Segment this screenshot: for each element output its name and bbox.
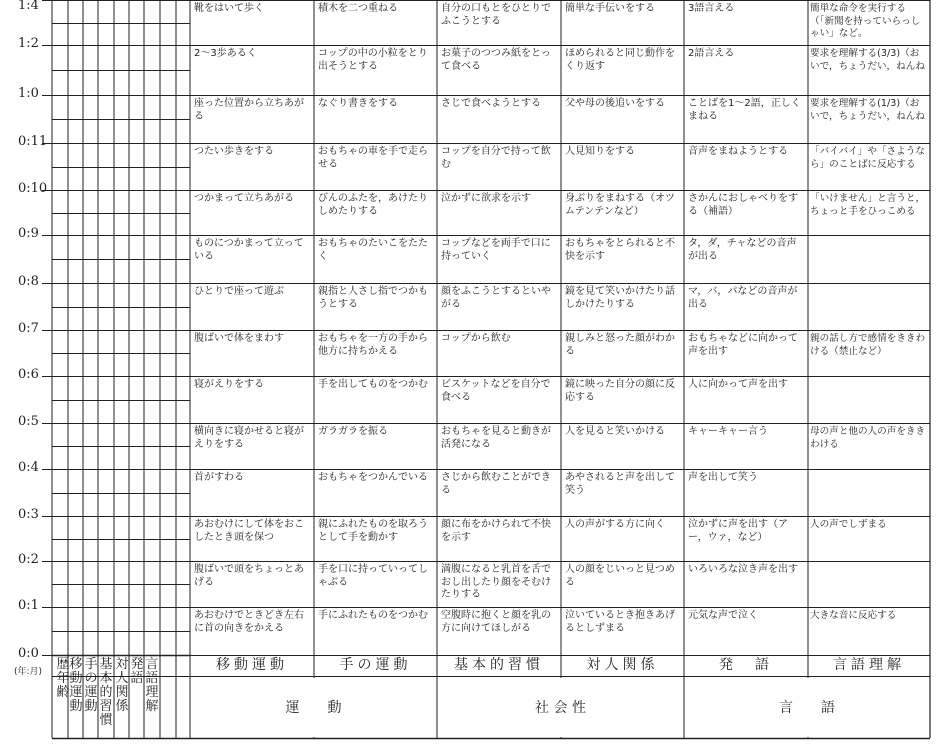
item-cell-hand: 積木を二つ重ねる xyxy=(318,3,398,14)
group-header-motor: 運 動 xyxy=(285,700,342,716)
item-cell-hand: 手にふれたものをつかむ xyxy=(318,610,428,621)
item-cell-basic-habit: おもちゃを見ると動きが活発になる xyxy=(441,426,551,450)
vertical-header: 発語 xyxy=(130,657,144,686)
item-cell-social: おもちゃをとられると不快を示す xyxy=(565,238,675,262)
age-label: 0:8 xyxy=(18,274,39,289)
age-label: 0:10 xyxy=(18,181,48,196)
item-cell-basic-habit: コップを自分で持って飲む xyxy=(441,146,551,170)
age-label: 0:6 xyxy=(18,367,39,382)
age-label: 0:9 xyxy=(18,226,39,241)
item-cell-social: 人の顔をじいっと見つめる xyxy=(565,564,675,588)
age-label: 1:0 xyxy=(18,86,39,101)
item-cell-hand: びんのふたを，あけたりしめたりする xyxy=(318,193,428,217)
age-label: 0:5 xyxy=(18,414,39,429)
age-label: 0:11 xyxy=(18,134,48,149)
item-cell-basic-habit: ビスケットなどを自分で食べる xyxy=(441,379,551,403)
item-cell-speech: 元気な声で泣く xyxy=(688,610,758,621)
item-cell-social: あやされると声を出して笑う xyxy=(565,472,675,496)
vertical-header: 手の運動 xyxy=(84,657,98,714)
item-cell-hand: コップの中の小粒をとり出そうとする xyxy=(318,48,428,72)
item-cell-social: 父や母の後追いをする xyxy=(565,98,665,109)
vertical-header: 歴年齢 xyxy=(56,657,70,700)
item-cell-social: 身ぶりをまねする（オツムテンテンなど） xyxy=(565,193,675,217)
item-cell-hand: おもちゃのたいこをたたく xyxy=(318,238,428,262)
item-cell-hand: なぐり書きをする xyxy=(318,98,398,109)
vertical-header: 言語理解 xyxy=(145,657,159,714)
age-label: 1:4 xyxy=(18,0,39,13)
item-cell-speech: 声を出して笑う xyxy=(688,472,758,483)
vertical-header: 対人関係 xyxy=(115,657,129,714)
item-cell-language-understanding: 親の話し方で感情をききわける（禁止など） xyxy=(810,333,926,357)
item-cell-basic-habit: お菓子のつつみ紙をとって食べる xyxy=(441,48,551,72)
item-cell-locomotion: 腹ばいで頭をちょっとあげる xyxy=(194,564,304,588)
item-cell-basic-habit: さじから飲むことができる xyxy=(441,472,551,496)
item-cell-speech: いろいろな泣き声を出す xyxy=(688,564,798,575)
item-cell-hand: おもちゃをつかんでいる xyxy=(318,472,428,483)
vertical-header: 基本的習慣 xyxy=(99,657,113,728)
age-label: 0:4 xyxy=(18,460,39,475)
item-cell-basic-habit: 顔に布をかけられて不快を示す xyxy=(441,519,551,543)
item-cell-hand: おもちゃの車を手で走らせる xyxy=(318,146,428,170)
item-cell-hand: ガラガラを振る xyxy=(318,426,388,437)
item-cell-locomotion: 2～3歩あるく xyxy=(194,48,257,59)
item-cell-speech: 泣かずに声を出す（アー，ウァ，など） xyxy=(688,519,788,543)
item-cell-social: 人の声がする方に向く xyxy=(565,519,665,530)
age-unit-label: (年:月) xyxy=(14,667,43,677)
vertical-header: 移動運動 xyxy=(69,657,83,714)
item-cell-locomotion: 首がすわる xyxy=(194,472,244,483)
item-cell-locomotion: つたい歩きをする xyxy=(194,146,274,157)
item-cell-social: 泣いているとき抱きあげるとしずまる xyxy=(565,610,675,634)
item-cell-hand: 手を口に持っていってしゃぶる xyxy=(318,564,428,588)
item-cell-locomotion: あおむけにして体をおこしたとき頭を保つ xyxy=(194,519,304,543)
item-cell-speech: 3語言える xyxy=(688,3,735,14)
item-cell-hand: 親指と人さし指でつかもうとする xyxy=(318,286,428,310)
item-cell-hand: 親にふれたものを取ろうとして手を動かす xyxy=(318,519,428,543)
age-label: 0:0 xyxy=(18,646,39,661)
item-cell-locomotion: ひとりで座って遊ぶ xyxy=(194,286,284,297)
item-cell-social: 人見知りをする xyxy=(565,146,635,157)
item-cell-speech: 人に向かって声を出す xyxy=(688,379,788,390)
age-label: 0:1 xyxy=(18,598,39,613)
item-cell-language-understanding: 「バイバイ」や「さようなら」のことばに反応する xyxy=(810,146,925,170)
item-cell-locomotion: 寝がえりをする xyxy=(194,379,264,390)
item-cell-locomotion: あおむけでときどき左右に首の向きをかえる xyxy=(194,610,304,634)
column-header-locomotion: 移動運動 xyxy=(216,657,288,673)
group-header-sociality: 社 会 性 xyxy=(535,700,586,716)
item-cell-basic-habit: コップから飲む xyxy=(441,333,511,344)
item-cell-basic-habit: 顔をふこうとするといやがる xyxy=(441,286,551,310)
age-label: 0:2 xyxy=(18,552,39,567)
item-cell-speech: 2語言える xyxy=(688,48,735,59)
column-header-hand: 手の運動 xyxy=(339,657,412,673)
item-cell-language-understanding: 大きな音に反応する xyxy=(810,610,897,621)
group-header-language: 言 語 xyxy=(779,700,835,716)
item-cell-social: ほめられると同じ動作をくり返す xyxy=(565,48,675,72)
item-cell-language-understanding: 簡単な命令を実行する（「新聞を持っていらっしゃい」など。 xyxy=(810,3,921,39)
item-cell-basic-habit: 空腹時に抱くと顔を乳の方に向けてほしがる xyxy=(441,610,551,634)
item-cell-speech: キャーキャー言う xyxy=(688,426,768,437)
item-cell-social: 親しみと怒った顔がわかる xyxy=(565,333,675,357)
item-cell-basic-habit: コップなどを両手で口に持っていく xyxy=(441,238,551,262)
item-cell-social: 鏡を見て笑いかけたり話しかけたりする xyxy=(565,286,675,310)
item-cell-speech: さかんにおしゃべりをする（補語） xyxy=(688,193,798,217)
item-cell-speech: 音声をまねようとする xyxy=(688,146,788,157)
item-cell-hand: おもちゃを一方の手から他方に持ちかえる xyxy=(318,333,428,357)
item-cell-basic-habit: 満腹になると乳首を舌でおし出したり顔をそむけたりする xyxy=(441,564,551,600)
item-cell-locomotion: 横向きに寝かせると寝がえりをする xyxy=(194,426,304,450)
item-cell-speech: ことばを1～2語，正しくまねる xyxy=(688,98,801,122)
item-cell-basic-habit: 自分の口もとをひとりでふこうとする xyxy=(441,3,551,27)
item-cell-locomotion: 腹ばいで体をまわす xyxy=(194,333,284,344)
item-cell-locomotion: つかまって立ちあがる xyxy=(194,193,294,204)
age-label: 0:7 xyxy=(18,321,39,336)
column-header-speech: 発 語 xyxy=(719,657,773,673)
item-cell-language-understanding: 要求を理解する(3/3)（おいで，ちょうだい，ねんね xyxy=(810,48,925,72)
item-cell-speech: マ，バ，パなどの音声が出る xyxy=(688,286,798,310)
item-cell-basic-habit: さじで食べようとする xyxy=(441,98,541,109)
item-cell-language-understanding: 人の声でしずまる xyxy=(810,519,887,530)
item-cell-social: 人を見ると笑いかける xyxy=(565,426,665,437)
item-cell-language-understanding: 「いけません」と言うと，ちょっと手をひっこめる xyxy=(810,193,926,217)
item-cell-hand: 手を出してものをつかむ xyxy=(318,379,428,390)
item-cell-language-understanding: 母の声と他の人の声をききわける xyxy=(810,426,926,450)
item-cell-speech: おもちゃなどに向かって声を出す xyxy=(688,333,798,357)
column-header-basic-habit: 基本的習慣 xyxy=(454,657,544,673)
column-header-social: 対人関係 xyxy=(586,657,659,673)
item-cell-social: 簡単な手伝いをする xyxy=(565,3,655,14)
column-header-language-understanding: 言語理解 xyxy=(833,657,905,673)
age-label: 1:2 xyxy=(18,36,39,51)
item-cell-social: 鏡に映った自分の顔に反応する xyxy=(565,379,675,403)
item-cell-locomotion: ものにつかまって立っている xyxy=(194,238,304,262)
age-label: 0:3 xyxy=(18,507,39,522)
item-cell-locomotion: 靴をはいて歩く xyxy=(194,3,264,14)
item-cell-language-understanding: 要求を理解する(1/3)（おいで，ちょうだい，ねんね xyxy=(810,98,925,122)
item-cell-locomotion: 座った位置から立ちあがる xyxy=(194,98,304,122)
item-cell-speech: タ，ダ，チャなどの音声が出る xyxy=(688,238,797,262)
item-cell-basic-habit: 泣かずに欲求を示す xyxy=(441,193,531,204)
